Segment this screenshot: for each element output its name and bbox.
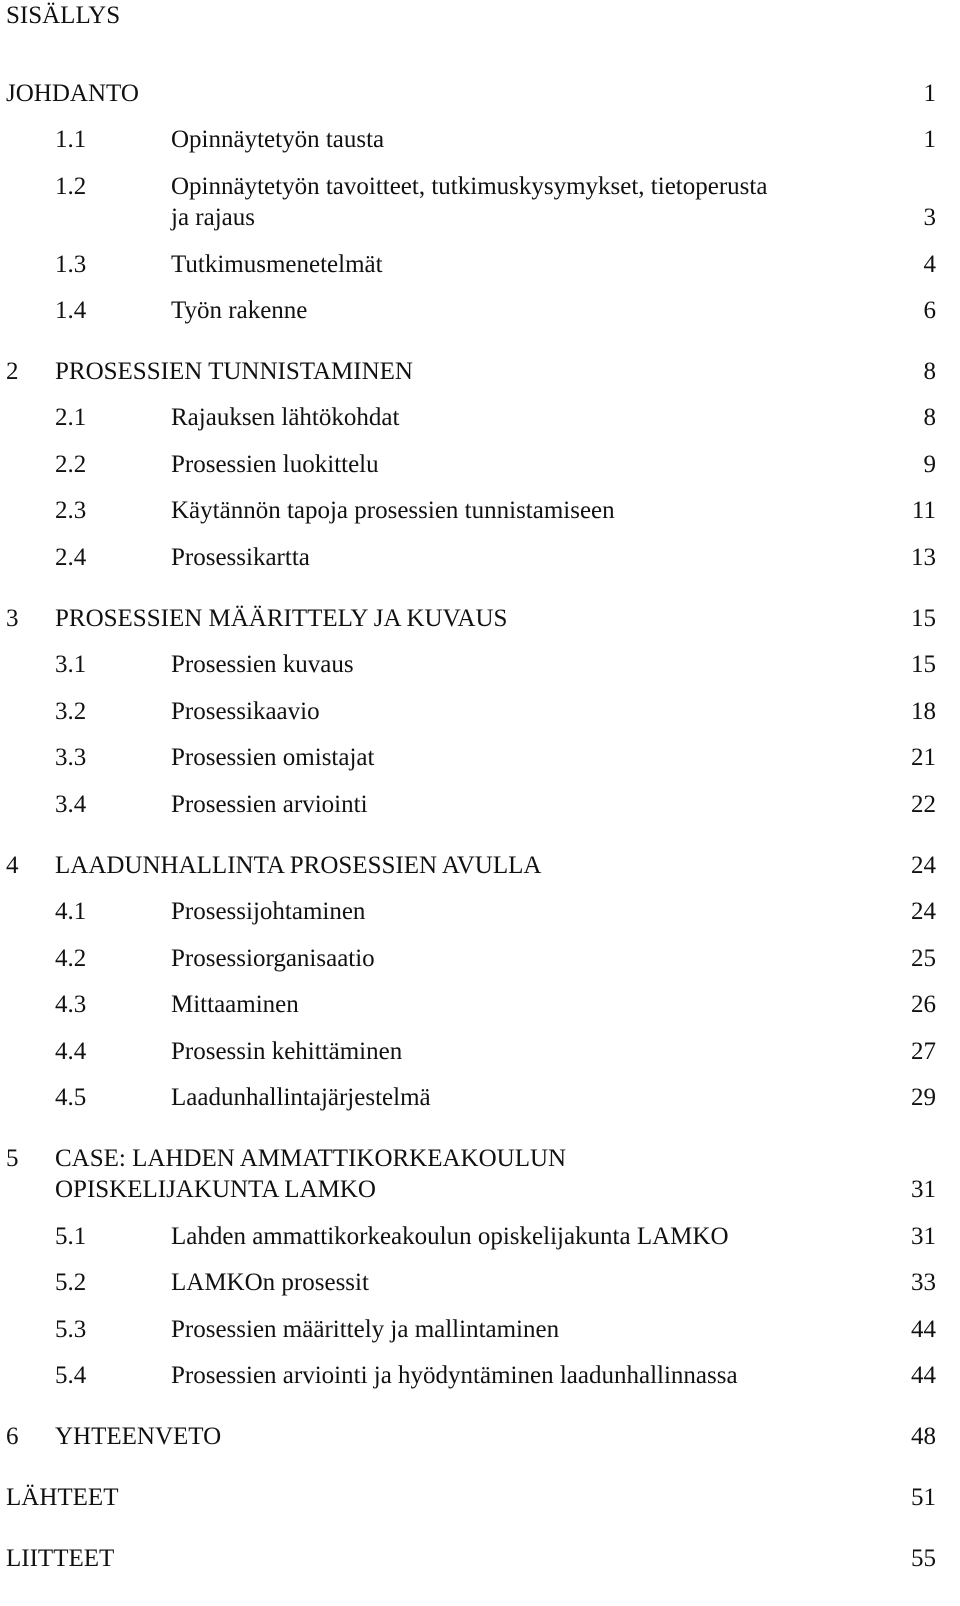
toc-entry-title: Prosessien kuvaus [171, 651, 354, 678]
toc-entry-title: PROSESSIEN TUNNISTAMINEN [55, 358, 413, 385]
toc-entry-title: Prosessien arviointi [171, 791, 368, 818]
toc-entry-title: Tutkimusmenetelmät [171, 251, 383, 278]
toc-entry-number: 4.3 [55, 991, 87, 1018]
toc-entry-number: 4.5 [55, 1084, 87, 1111]
toc-entry-title: Prosessikaavio [171, 698, 320, 725]
toc-entry-page: 29 [911, 1084, 936, 1111]
toc-entry-title: Prosessien arviointi ja hyödyntäminen laadunhallinnassa [171, 1362, 738, 1389]
toc-entry-page: 1 [923, 80, 936, 107]
toc-entry-title-line2: ja rajaus [171, 204, 255, 231]
toc-entry-title: Prosessien määrittely ja mallintaminen [171, 1316, 560, 1343]
toc-entry-title: Laadunhallintajärjestelmä [171, 1084, 431, 1111]
toc-entry-title: Lahden ammattikorkeakoulun opiskelijakunta LAMKO [171, 1223, 729, 1250]
toc-entry-title-line2: OPISKELIJAKUNTA LAMKO [55, 1176, 376, 1203]
toc-entry-number: 1.2 [55, 173, 87, 200]
toc-entry-number: 6 [6, 1423, 19, 1450]
toc-entry-page: 3 [923, 204, 936, 231]
toc-entry-title: LIITTEET [6, 1545, 115, 1572]
toc-entry-page: 8 [923, 404, 936, 431]
toc-entry-page: 11 [911, 497, 936, 524]
toc-entry-page: 24 [911, 898, 936, 925]
toc-entry-title: Työn rakenne [171, 297, 308, 324]
toc-entry-number: 1.1 [55, 126, 87, 153]
toc-entry-title-line1: Opinnäytetyön tavoitteet, tutkimuskysymykset, tietoperusta [171, 173, 768, 200]
toc-heading: SISÄLLYS [6, 2, 121, 29]
toc-entry-number: 3.4 [55, 791, 87, 818]
toc-entry-page: 31 [911, 1176, 936, 1203]
toc-entry-page: 9 [923, 451, 936, 478]
toc-entry-number: 5.3 [55, 1316, 87, 1343]
toc-entry-number: 5.2 [55, 1269, 87, 1296]
toc-entry-page: 26 [911, 991, 936, 1018]
toc-entry-page: 55 [911, 1545, 936, 1572]
toc-entry-page: 44 [911, 1362, 936, 1389]
toc-entry-title-line1: CASE: LAHDEN AMMATTIKORKEAKOULUN [55, 1145, 567, 1172]
toc-entry-page: 25 [911, 945, 936, 972]
toc-entry-page: 27 [911, 1038, 936, 1065]
toc-entry-number: 1.3 [55, 251, 87, 278]
toc-entry-title: YHTEENVETO [55, 1423, 222, 1450]
toc-entry-number: 4.1 [55, 898, 87, 925]
toc-entry-title: PROSESSIEN MÄÄRITTELY JA KUVAUS [55, 605, 508, 632]
toc-entry-number: 4 [6, 852, 19, 879]
toc-entry-title: Prosessiorganisaatio [171, 945, 375, 972]
toc-entry-title: Rajauksen lähtökohdat [171, 404, 400, 431]
toc-entry-number: 2.1 [55, 404, 87, 431]
toc-entry-number: 4.4 [55, 1038, 87, 1065]
toc-entry-page: 18 [911, 698, 936, 725]
toc-entry-title: Prosessin kehittäminen [171, 1038, 403, 1065]
toc-entry-number: 3.1 [55, 651, 87, 678]
toc-entry-title [55, 1143, 566, 1205]
toc-entry-number: 1.4 [55, 297, 87, 324]
toc-entry-number: 3.2 [55, 698, 87, 725]
toc-entry-title [171, 171, 767, 233]
toc-entry-number: 3 [6, 605, 19, 632]
toc-entry-page: 13 [911, 544, 936, 571]
toc-entry-title: Prosessikartta [171, 544, 310, 571]
toc-entry-number: 5.1 [55, 1223, 87, 1250]
toc-entry-title: Prosessijohtaminen [171, 898, 366, 925]
toc-entry-page: 51 [911, 1484, 936, 1511]
toc-entry-page: 21 [911, 744, 936, 771]
toc-entry-page: 24 [911, 852, 936, 879]
toc-entry-page: 8 [923, 358, 936, 385]
toc-entry-page: 15 [911, 651, 936, 678]
toc-entry-page: 15 [911, 605, 936, 632]
toc-entry-number: 3.3 [55, 744, 87, 771]
toc-entry-title: JOHDANTO [6, 80, 139, 107]
toc-entry-title: Prosessien luokittelu [171, 451, 379, 478]
toc-entry-page: 48 [911, 1423, 936, 1450]
toc-entry-page: 4 [923, 251, 936, 278]
toc-entry-number: 4.2 [55, 945, 87, 972]
toc-entry-number: 2.2 [55, 451, 87, 478]
toc-entry-number: 5.4 [55, 1362, 87, 1389]
toc-entry-page: 44 [911, 1316, 936, 1343]
toc-entry-number: 2.3 [55, 497, 87, 524]
toc-entry-title: Mittaaminen [171, 991, 299, 1018]
toc-entry-title: LÄHTEET [6, 1484, 119, 1511]
toc-entry-number: 5 [6, 1145, 19, 1172]
toc-entry-page: 33 [911, 1269, 936, 1296]
toc-entry-page: 22 [911, 791, 936, 818]
toc-entry-page: 6 [923, 297, 936, 324]
toc-entry-number: 2 [6, 358, 19, 385]
toc-entry-number: 2.4 [55, 544, 87, 571]
toc-entry-page: 1 [923, 126, 936, 153]
toc-entry-title: LAMKOn prosessit [171, 1269, 369, 1296]
toc-entry-page: 31 [911, 1223, 936, 1250]
toc-entry-title: Prosessien omistajat [171, 744, 375, 771]
toc-entry-title: Opinnäytetyön tausta [171, 126, 385, 153]
toc-entry-title: LAADUNHALLINTA PROSESSIEN AVULLA [55, 852, 542, 879]
toc-entry-title: Käytännön tapoja prosessien tunnistamiseen [171, 497, 615, 524]
